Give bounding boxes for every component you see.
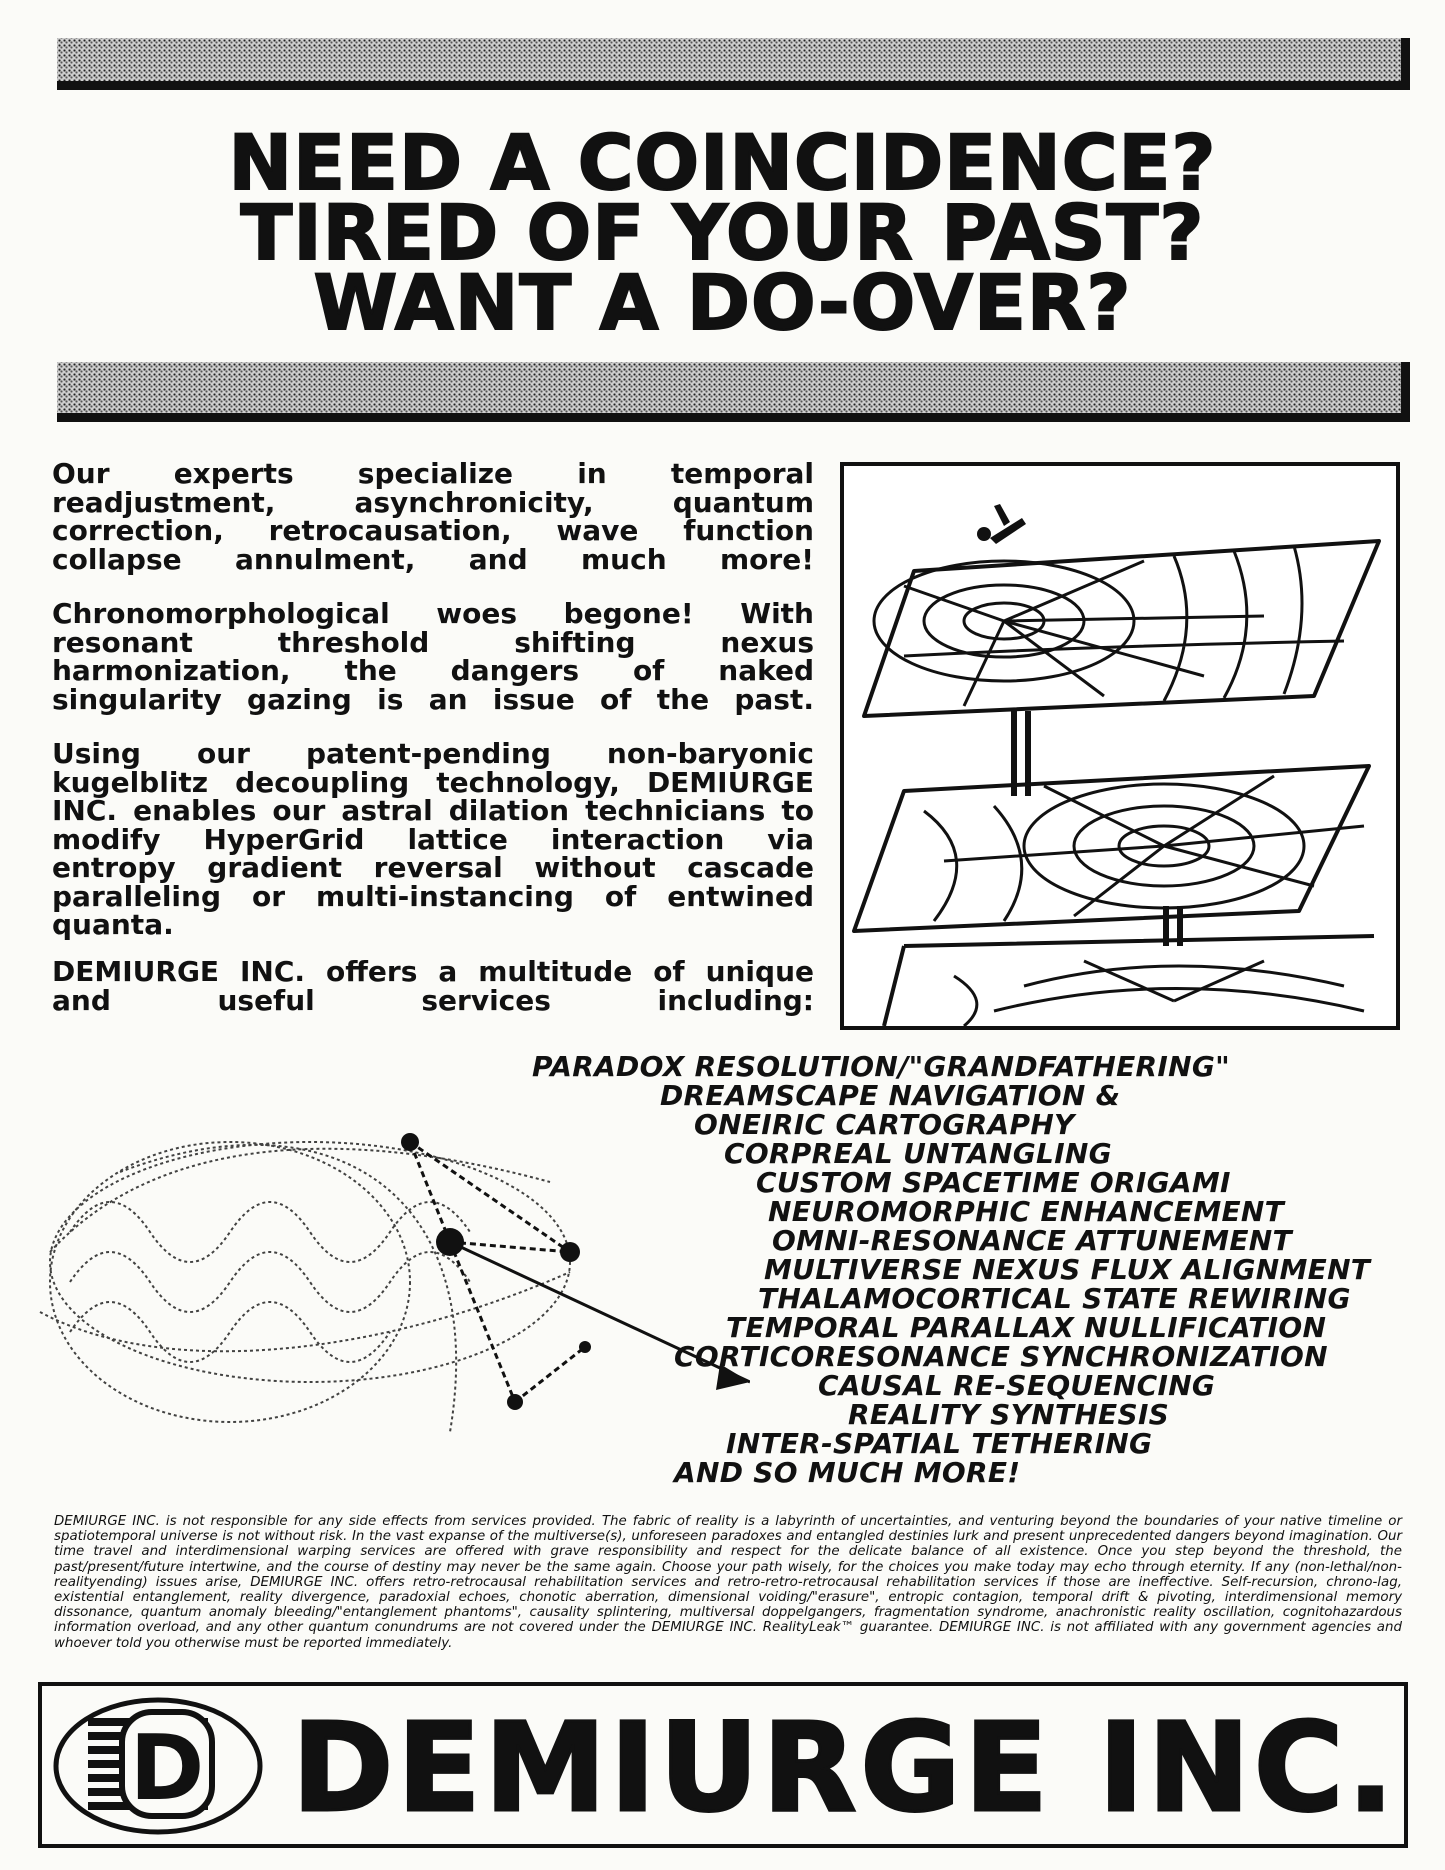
constellation-node	[507, 1394, 523, 1410]
spiral-constellation-illustration	[30, 1052, 750, 1472]
halftone-band-middle	[57, 362, 1410, 422]
service-item: CORPREAL UNTANGLING	[724, 1137, 1112, 1170]
svg-text:D: D	[129, 1716, 205, 1821]
service-item: NEUROMORPHIC ENHANCEMENT	[768, 1195, 1285, 1228]
body-paragraph-4: DEMIURGE INC. offers a multitude of unique and useful services including:	[52, 955, 814, 1017]
constellation-node	[401, 1133, 419, 1151]
headline-line-2: TIRED OF YOUR PAST?	[240, 188, 1205, 277]
body-paragraph-1: Our experts specialize in temporal readjustment, asynchronicity, quantum correction, retrocausation, wave function collapse annulment, and much more!	[52, 457, 814, 576]
service-item: CAUSAL RE-SEQUENCING	[818, 1369, 1216, 1402]
service-item: OMNI-RESONANCE ATTUNEMENT	[772, 1224, 1292, 1257]
legal-disclaimer: DEMIURGE INC. is not responsible for any side effects from services provided. The fabric of reality is a labyrinth of uncertainties, and venturing beyond the boundaries of your native timeline or spatiotemporal universe is not without risk. In the vast expanse of the multiverse(s), unforeseen paradoxes and entangled destinies lurk and present unprecedented dangers beyond imagination. Our time travel and interdimensional warping services are offered with grave responsibility and respect for the delicate balance of all existence. Once you step beyond the threshold, the past/present/future intertwine, and the course of destiny may never be the same again. Choose your path wisely, for the choices you make today may echo through eternity. If any (non-lethal/non-realityending) issues arise, DEMIURGE INC. offers retro-retrocausal rehabilitation services and retro-retro-retrocausal rehabilitation services if those are ineffective. Self-recursion, chrono-lag, existential entanglement, reality divergence, paradoxial echoes, chonotic aberration, dimensional voiding/"erasure", entropic contagion, temporal drift & pivoting, interdimensional memory dissonance, quantum anomaly bleeding/"entanglement phantoms", causality splintering, multiversal doppelgangers, fragmentation syndrome, anachronistic reality oscillation, cognitohazardous information overload, and any other quantum conundrums are not covered under the DEMIURGE INC. RealityLeak™ guarantee. DEMIURGE INC. is not affiliated with any government agencies and whoever told you otherwise must be reported immediately.	[54, 1514, 1402, 1651]
service-item: REALITY SYNTHESIS	[848, 1398, 1170, 1431]
brand-footer	[38, 1682, 1408, 1848]
service-item: THALAMOCORTICAL STATE REWIRING	[758, 1282, 1351, 1315]
constellation-node	[560, 1242, 580, 1262]
constellation-node-main	[436, 1228, 464, 1256]
constellation-node	[579, 1341, 591, 1353]
service-item: PARADOX RESOLUTION/"GRANDFATHERING"	[532, 1050, 1231, 1083]
body-paragraph-3: Using our patent-pending non-baryonic kugelblitz decoupling technology, DEMIURGE INC. enables our astral dilation technicians to modify HyperGrid lattice interaction via entropy gradient reversal without cascade paralleling or multi-instancing of entwined quanta.	[52, 737, 814, 941]
headline-line-1: NEED A COINCIDENCE?	[228, 118, 1217, 207]
body-paragraph-2: Chronomorphological woes begone! With resonant threshold shifting nexus harmonization, the dangers of naked singularity gazing is an issue of the past.	[52, 597, 814, 716]
service-item: CORTICORESONANCE SYNCHRONIZATION	[674, 1340, 1328, 1373]
lattice-graphic	[844, 466, 1396, 1026]
service-item: AND SO MUCH MORE!	[674, 1456, 1021, 1489]
service-item: MULTIVERSE NEXUS FLUX ALIGNMENT	[764, 1253, 1371, 1286]
service-item: TEMPORAL PARALLAX NULLIFICATION	[726, 1311, 1327, 1344]
halftone-band-top	[57, 38, 1410, 90]
demiurge-logo-icon	[52, 1696, 264, 1836]
headline-line-3: WANT A DO-OVER?	[313, 258, 1132, 347]
service-item: ONEIRIC CARTOGRAPHY	[694, 1108, 1075, 1141]
service-item: CUSTOM SPACETIME ORIGAMI	[756, 1166, 1231, 1199]
falling-figure-icon	[977, 504, 1026, 544]
brand-name: DEMIURGE INC.	[292, 1697, 1398, 1839]
service-item: DREAMSCAPE NAVIGATION &	[660, 1079, 1121, 1112]
service-item: INTER-SPATIAL TETHERING	[726, 1427, 1153, 1460]
spacetime-lattice-illustration	[840, 462, 1400, 1030]
